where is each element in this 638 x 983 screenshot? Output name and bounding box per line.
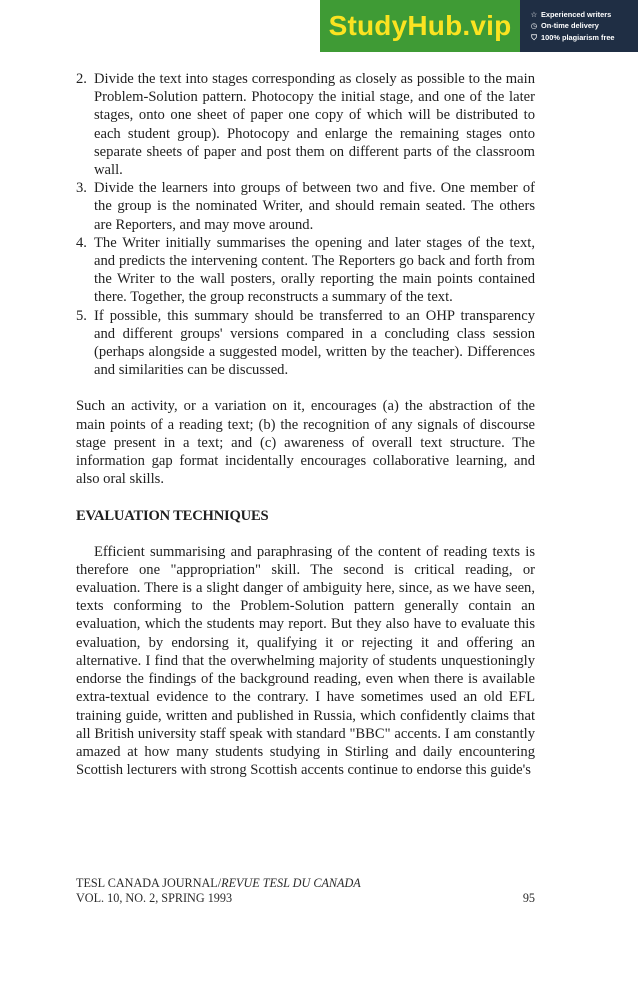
feature-list xyxy=(520,0,638,52)
brand-name: StudyHub.vip xyxy=(328,10,512,41)
feature-label: Experienced writers xyxy=(541,10,612,20)
list-number: 5. xyxy=(76,307,87,324)
star-icon: ☆ xyxy=(530,10,538,20)
list-item xyxy=(76,307,535,380)
section-heading: EVALUATION TECHNIQUES xyxy=(76,508,269,525)
feature-label: On-time delivery xyxy=(541,21,599,31)
list-text: The Writer initially summarises the opening and later stages of the text, and predicts the intervening content. The Reporters go back and forth from the Writer to the wall posters, orally reporting the main points contained there. Together, the group reconstructs a summary of the text. xyxy=(94,234,535,306)
list-text: If possible, this summary should be transferred to an OHP transparency and different groups' versions compared in a concluding class session (perhaps alongside a suggested model, written by the teacher). Differences and similarities can be discussed. xyxy=(94,307,535,379)
list-item xyxy=(76,70,535,179)
list-item xyxy=(76,234,535,307)
procedure-list xyxy=(76,70,535,379)
list-number: 2. xyxy=(76,71,87,87)
list-text: Divide the text into stages corresponding as closely as possible to the main Problem-Solution pattern. Photocopy the initial stage, and one of the later stages, onto one sheet of paper one copy of which will be distributed to each student group). Photocopy and enlarge the remaining stages onto separate sheets of paper and post them on different parts of the classroom wall. xyxy=(94,71,535,179)
ad-banner[interactable] xyxy=(320,0,638,52)
volume-info: VOL. 10, NO. 2, SPRING 1993 xyxy=(76,891,233,905)
page-body xyxy=(76,70,535,779)
footer-row xyxy=(76,891,535,906)
evaluation-paragraph: Efficient summarising and paraphrasing of the content of reading texts is therefore one "appropriation" skill. The second is critical reading, or evaluation. There is a slight danger of ambiguity here, since, as we have seen, texts conforming to the Problem-Solution pattern generally contain an evaluation, which the students may report. But they also have to evaluate this evaluation, by endorsing it, qualifying it or rejecting it and offering an alternative. I find that the overwhelming majority of students unquestioningly endorse the findings of the background reading, even when there is available extra-textual evidence to the contrary. I have sometimes used an old EFL training guide, written and published in Russia, which confidently claims that all British university staff speak with standard "BBC" accents. I am constantly amazed at how many students studying in Stirling and daily encountering Scottish lecturers with strong Scottish accents continue to endorse this guide's xyxy=(76,543,535,779)
feature-label: 100% plagiarism free xyxy=(541,32,615,42)
activity-paragraph: Such an activity, or a variation on it, encourages (a) the abstraction of the main points of a reading text; (b) the recognition of any signals of discourse stage present in a text; and (c) awareness of overall text structure. The information gap format incidentally encourages collaborative learning, and also oral skills. xyxy=(76,398,535,488)
list-number: 3. xyxy=(76,180,87,197)
feature-item xyxy=(530,10,638,19)
journal-name xyxy=(76,876,535,891)
journal-name-en: TESL CANADA JOURNAL/ xyxy=(76,876,222,890)
shield-icon: ⛉ xyxy=(531,32,537,42)
page-number: 95 xyxy=(522,891,535,905)
brand-logo[interactable] xyxy=(320,0,520,52)
journal-name-fr: REVUE TESL DU CANADA xyxy=(221,876,361,890)
feature-item xyxy=(530,33,638,42)
list-number: 4. xyxy=(76,234,87,251)
list-item xyxy=(76,179,535,234)
feature-item xyxy=(530,21,638,30)
list-text: Divide the learners into groups of between two and five. One member of the group is the nominated Writer, and should remain seated. The others are Reporters, and may move around. xyxy=(94,180,535,233)
page-footer xyxy=(76,876,535,906)
clock-icon: ◷ xyxy=(530,21,538,31)
